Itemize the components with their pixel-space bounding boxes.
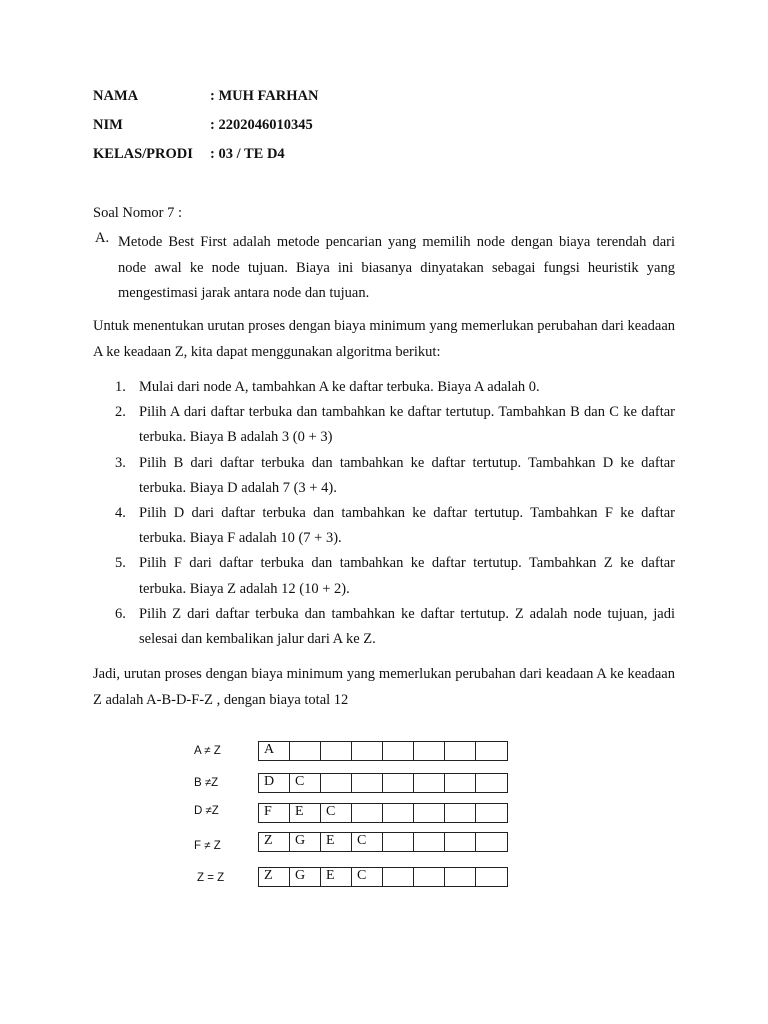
queue-row	[258, 773, 508, 793]
list-item	[93, 501, 675, 551]
step-number: 3.	[115, 454, 126, 471]
queue-label: Z = Z	[197, 872, 225, 884]
list-item	[93, 400, 675, 450]
queue-cell: G	[290, 833, 321, 851]
intro-paragraph: Untuk menentukan urutan proses dengan biaya minimum yang memerlukan perubahan dari keadaan A ke keadaan Z, kita dapat menggunakan algoritma berikut:	[93, 318, 675, 360]
queue-cell: C	[352, 833, 383, 851]
queue-cell: C	[290, 774, 321, 792]
queue-cell: F	[259, 804, 290, 822]
queue-cell	[476, 833, 507, 851]
queue-label: B ≠Z	[194, 777, 219, 789]
nim-label: NIM	[93, 117, 123, 133]
step-text: Pilih Z dari daftar terbuka dan tambahkan ke daftar tertutup. Z adalah node tujuan, jadi selesai dan kembalikan jalur dari A ke Z.	[139, 605, 675, 648]
queue-row	[258, 867, 508, 887]
header-nim	[93, 117, 313, 134]
queue-cell: C	[321, 804, 352, 822]
queue-cell	[383, 833, 414, 851]
list-item	[93, 551, 675, 601]
queue-cell	[352, 742, 383, 760]
header-nama	[93, 88, 318, 105]
list-item	[93, 602, 675, 652]
step-number: 6.	[115, 605, 126, 622]
kelas-value: : 03 / TE D4	[210, 146, 285, 162]
step-text: Pilih F dari daftar terbuka dan tambahkan ke daftar tertutup. Tambahkan Z ke daftar terbuka. Biaya Z adalah 12 (10 + 2).	[139, 555, 675, 597]
item-a	[93, 230, 675, 307]
queue-cell	[414, 774, 445, 792]
queue-cell	[290, 742, 321, 760]
queue-cell	[414, 833, 445, 851]
queue-cell: A	[259, 742, 290, 760]
queue-label: A ≠ Z	[194, 745, 221, 757]
queue-cell	[476, 774, 507, 792]
queue-cell	[414, 742, 445, 760]
step-text: Pilih B dari daftar terbuka dan tambahkan ke daftar tertutup. Tambahkan D ke daftar terbuka. Biaya D adalah 7 (3 + 4).	[139, 454, 675, 496]
queue-cell	[445, 833, 476, 851]
queue-cell	[352, 774, 383, 792]
queue-cell: Z	[259, 868, 290, 886]
queue-row	[258, 803, 508, 823]
queue-label: D ≠Z	[194, 805, 219, 817]
queue-cell: G	[290, 868, 321, 886]
queue-cell	[383, 742, 414, 760]
queue-cell	[383, 868, 414, 886]
conclusion-paragraph: Jadi, urutan proses dengan biaya minimum yang memerlukan perubahan dari keadaan A ke keadaan Z adalah A-B-D-F-Z , dengan biaya total 12	[93, 666, 675, 708]
queue-cell	[414, 868, 445, 886]
list-item	[93, 451, 675, 501]
item-a-marker: A.	[95, 230, 110, 246]
queue-cell	[383, 774, 414, 792]
queue-label: F ≠ Z	[194, 840, 221, 852]
queue-cell: E	[321, 868, 352, 886]
queue-cell: D	[259, 774, 290, 792]
list-item	[93, 375, 675, 400]
queue-cell	[476, 742, 507, 760]
step-number: 2.	[115, 404, 126, 421]
queue-cell: E	[321, 833, 352, 851]
queue-cell: Z	[259, 833, 290, 851]
queue-cell	[321, 774, 352, 792]
item-a-text: Metode Best First adalah metode pencarian yang memilih node dengan biaya terendah dari node awal ke node tujuan. Biaya ini biasanya dinyatakan sebagai fungsi heuristik yang mengestimasi jarak antara node dan tujuan.	[118, 234, 675, 301]
queue-cell: E	[290, 804, 321, 822]
step-number: 5.	[115, 555, 126, 572]
step-text: Mulai dari node A, tambahkan A ke daftar terbuka. Biaya A adalah 0.	[139, 379, 540, 395]
queue-cell	[414, 804, 445, 822]
queue-cell	[383, 804, 414, 822]
steps-list	[93, 375, 675, 652]
queue-cell	[352, 804, 383, 822]
queue-cell	[445, 868, 476, 886]
queue-row	[258, 741, 508, 761]
queue-row	[258, 832, 508, 852]
nim-value: : 2202046010345	[210, 117, 313, 133]
queue-cell	[321, 742, 352, 760]
nama-value: : MUH FARHAN	[210, 88, 319, 104]
soal-title: Soal Nomor 7 :	[93, 205, 183, 221]
queue-cell	[476, 804, 507, 822]
queue-cell	[445, 742, 476, 760]
kelas-label: KELAS/PRODI	[93, 146, 193, 162]
step-number: 1.	[115, 379, 126, 395]
queue-cell	[445, 804, 476, 822]
queue-cell	[445, 774, 476, 792]
step-text: Pilih A dari daftar terbuka dan tambahkan ke daftar tertutup. Tambahkan B dan C ke daftar terbuka. Biaya B adalah 3 (0 + 3)	[139, 404, 675, 446]
step-text: Pilih D dari daftar terbuka dan tambahkan ke daftar tertutup. Tambahkan F ke daftar terbuka. Biaya F adalah 10 (7 + 3).	[139, 505, 675, 547]
nama-label: NAMA	[93, 88, 139, 104]
queue-cell: C	[352, 868, 383, 886]
header-kelas	[93, 146, 285, 163]
step-number: 4.	[115, 505, 126, 522]
queue-cell	[476, 868, 507, 886]
